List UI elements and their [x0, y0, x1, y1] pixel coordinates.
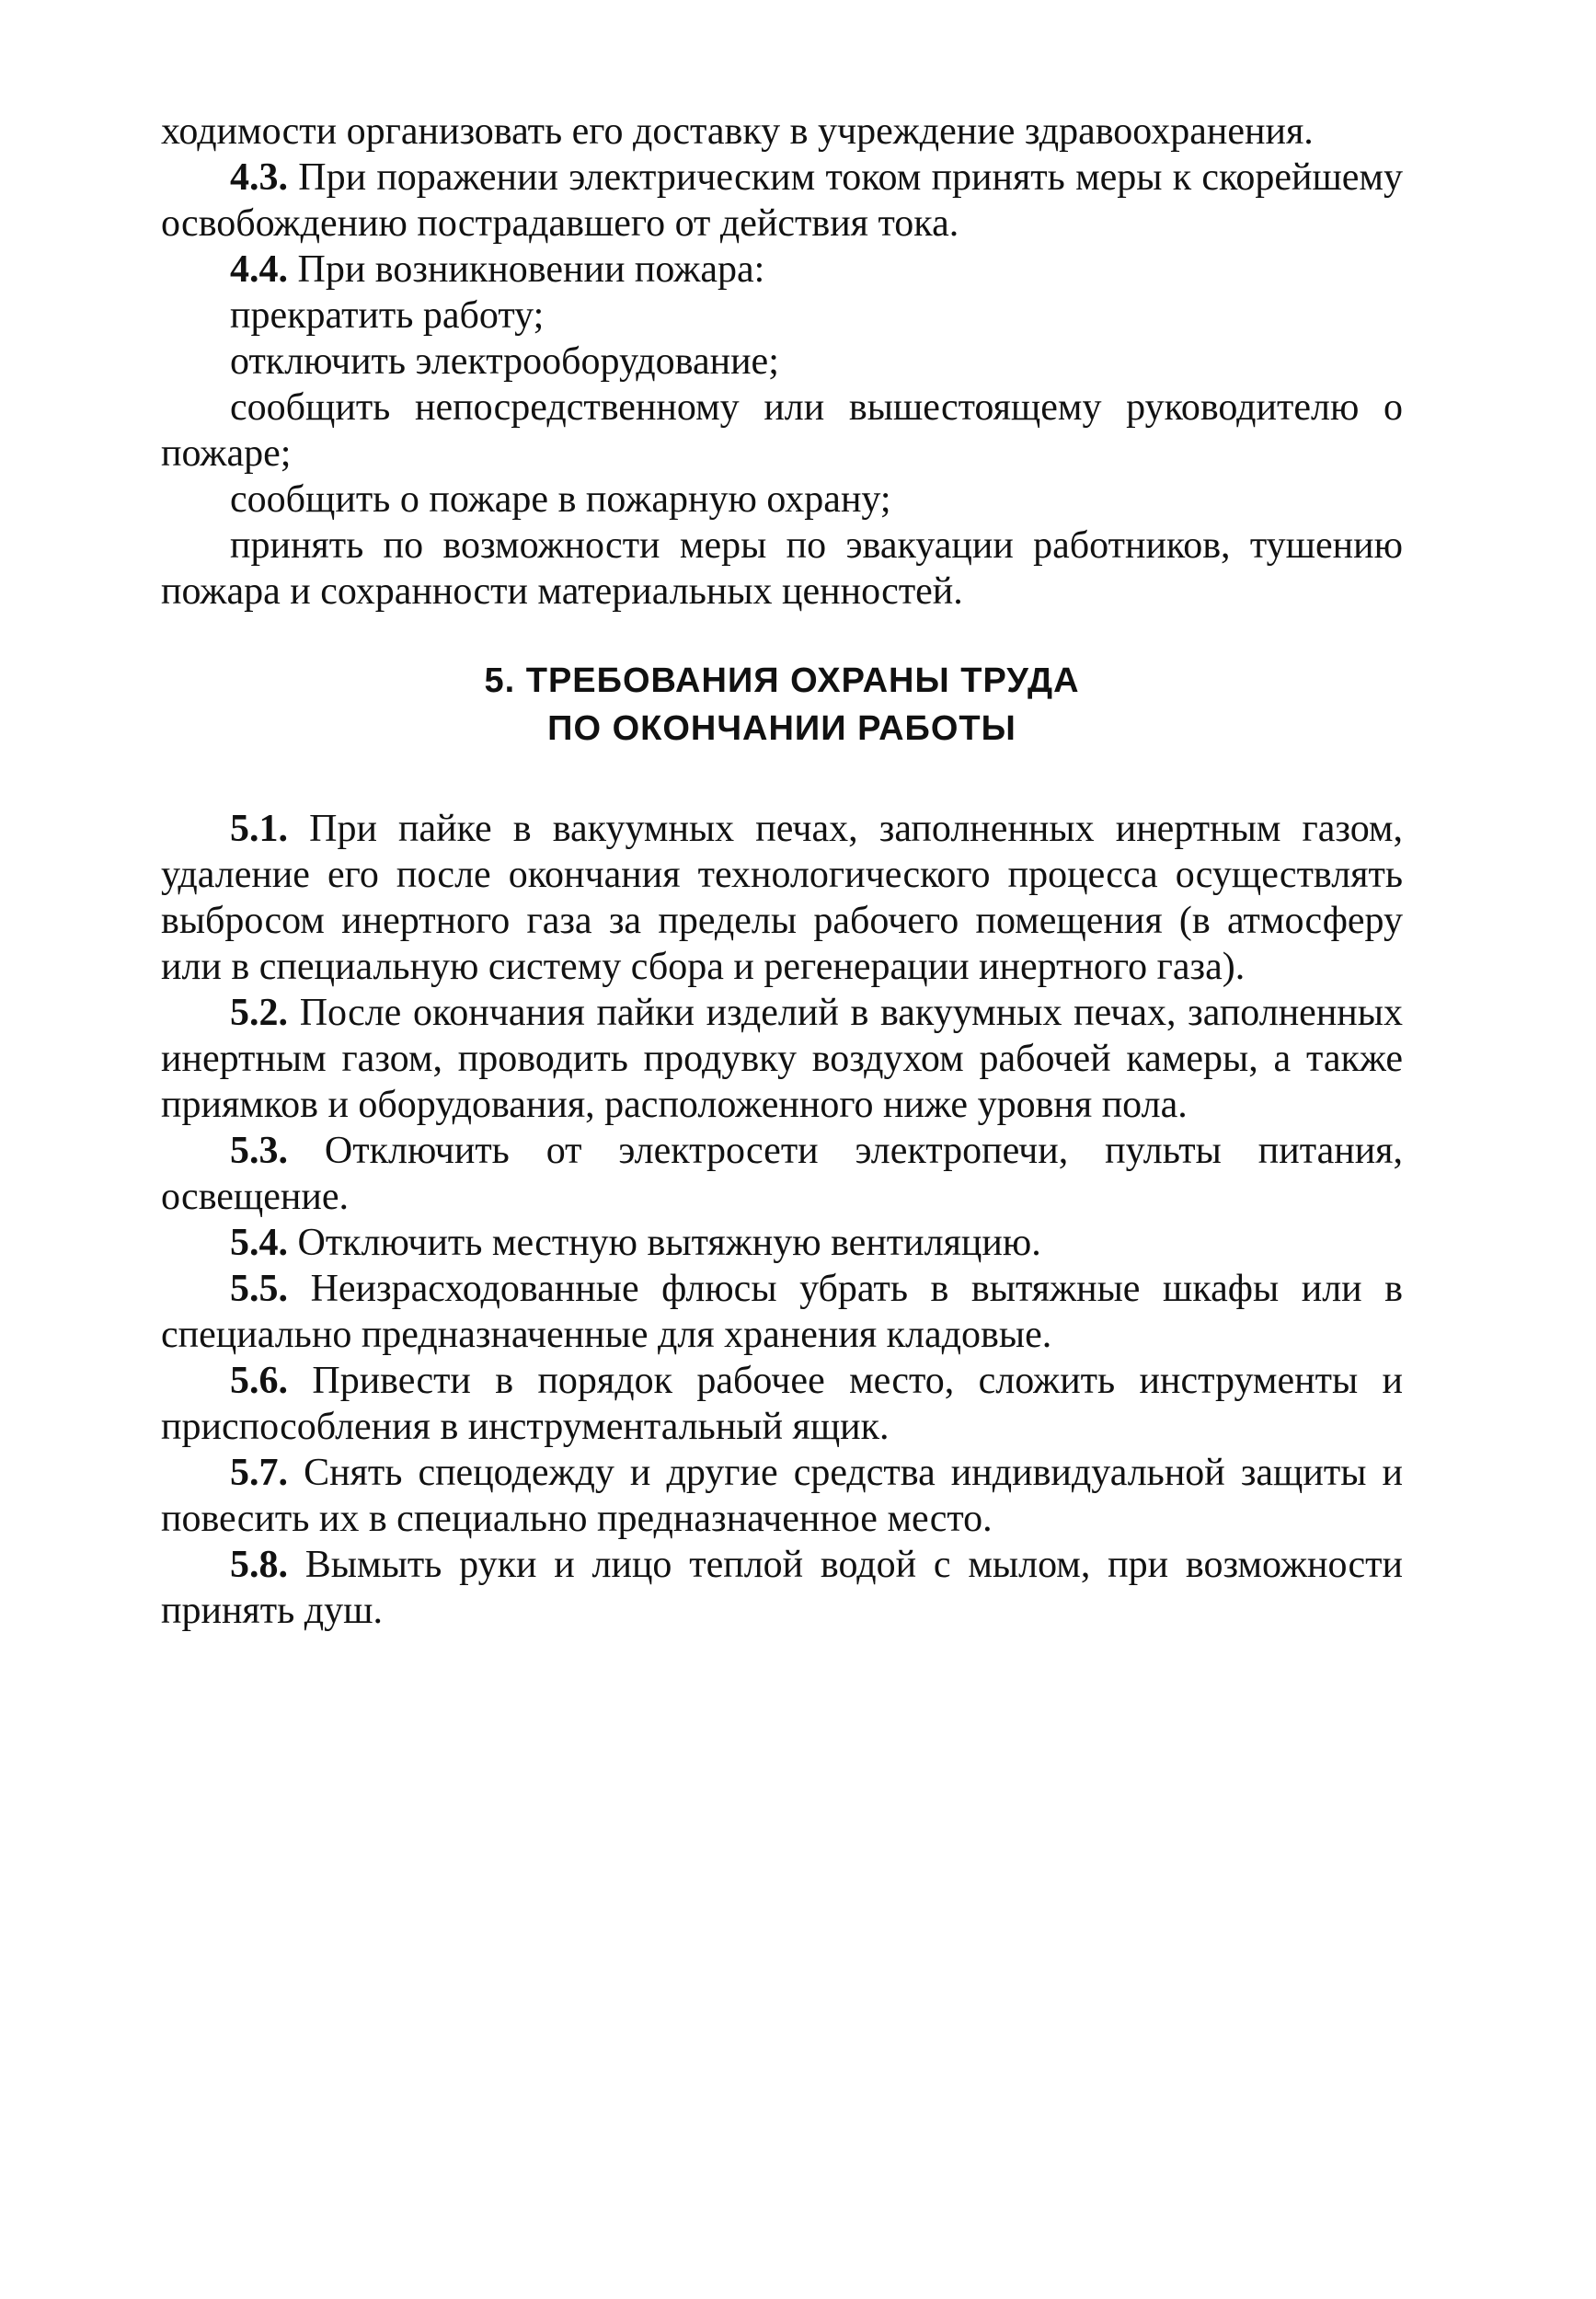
paragraph-4-4: [161, 247, 1403, 293]
item-number: 5.7.: [230, 1452, 288, 1494]
item-text: При поражении электрическим током принять меры к скорейшему освобождению пострадавшего от действия тока.: [161, 156, 1404, 245]
list-item: сообщить о пожаре в пожарную охрану;: [230, 478, 891, 521]
item-number: 4.4.: [230, 248, 288, 291]
item-text: При возникновении пожара:: [297, 248, 765, 291]
list-item: прекратить работу;: [230, 294, 545, 337]
item-number: 5.4.: [230, 1222, 288, 1264]
item-number: 5.6.: [230, 1360, 288, 1402]
item-number: 5.2.: [230, 992, 288, 1034]
item-number: 5.3.: [230, 1130, 288, 1172]
section-heading: [161, 657, 1403, 753]
item-number: 4.3.: [230, 156, 288, 199]
document-page: [161, 109, 1403, 1634]
section-heading-line2: ПО ОКОНЧАНИИ РАБОТЫ: [547, 709, 1016, 748]
paragraph-continuation: ходимости организовать его доставку в учреждение здравоохранения.: [161, 110, 1314, 153]
item-text: Снять спецодежду и другие средства индивидуальной защиты и повесить их в специально предназначенное место.: [161, 1452, 1403, 1540]
paragraph-5-4: [161, 1220, 1403, 1266]
paragraph-5-7: [161, 1450, 1403, 1542]
item-text: После окончания пайки изделий в вакуумных печах, заполненных инертным газом, проводить продувку воздухом рабочей камеры, а также приямков и оборудования, расположенного ниже уровня пола.: [161, 992, 1403, 1126]
paragraph-5-3: [161, 1128, 1403, 1220]
item-number: 5.5.: [230, 1268, 288, 1310]
paragraph-5-8: [161, 1542, 1403, 1634]
item-text: Неизрасходованные флюсы убрать в вытяжные шкафы или в специально предназначенные для хранения кладовые.: [161, 1268, 1404, 1356]
paragraph-5-6: [161, 1358, 1403, 1450]
section-heading-line1: 5. ТРЕБОВАНИЯ ОХРАНЫ ТРУДА: [484, 661, 1080, 700]
item-text: При пайке в вакуумных печах, заполненных инертным газом, удаление его после окончания технологического процесса осуществлять выбросом инертного газа за пределы рабочего помещения (в атмосферу или в специальную систему сбора и регенерации инертного газа).: [161, 808, 1404, 988]
item-text: Вымыть руки и лицо теплой водой с мылом, при возможности принять душ.: [161, 1544, 1403, 1632]
item-number: 5.1.: [230, 808, 288, 850]
list-item: отключить электрооборудование;: [230, 340, 779, 383]
paragraph-5-2: [161, 990, 1403, 1128]
item-text: Отключить местную вытяжную вентиляцию.: [297, 1222, 1041, 1264]
item-text: Отключить от электросети электропечи, пульты питания, освещение.: [161, 1130, 1403, 1218]
list-item: сообщить непосредственному или вышестоящему руководителю о пожаре;: [161, 386, 1403, 475]
list-item: принять по возможности меры по эвакуации работников, тушению пожара и сохранности материальных ценностей.: [161, 524, 1403, 613]
paragraph-5-5: [161, 1266, 1403, 1358]
paragraph-4-3: [161, 155, 1403, 247]
paragraph-5-1: [161, 806, 1403, 990]
item-number: 5.8.: [230, 1544, 288, 1586]
item-text: Привести в порядок рабочее место, сложить инструменты и приспособления в инструментальный ящик.: [161, 1360, 1403, 1448]
